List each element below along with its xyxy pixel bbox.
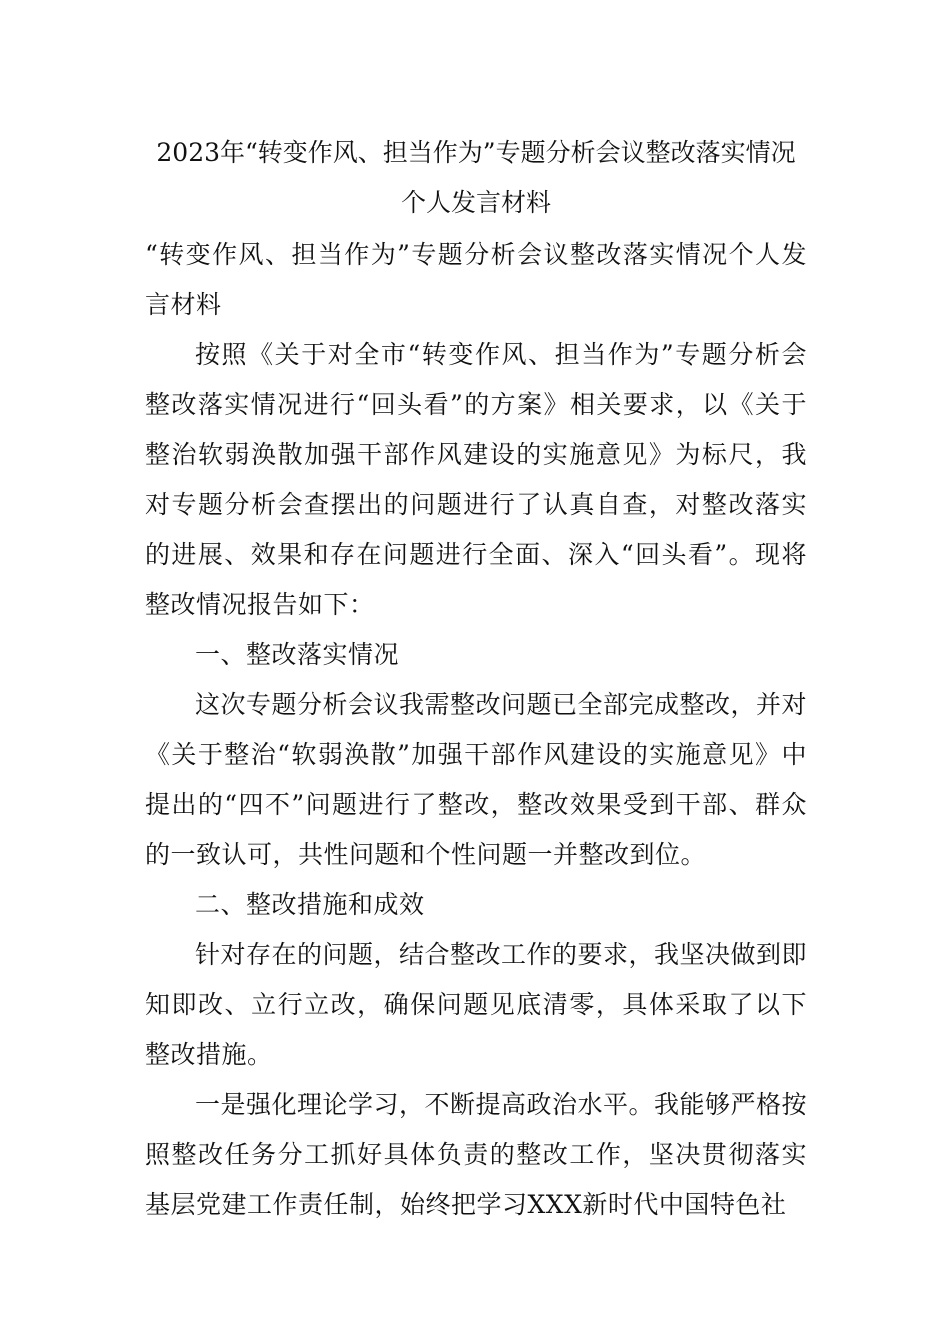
section-heading-1: 一、整改落实情况 — [195, 640, 400, 669]
paragraph-section-2: 针对存在的问题，结合整改工作的要求，我坚决做到即知即改、立行立改，确保问题见底清零，具体采取了以下整改措施。 — [145, 940, 808, 1069]
paragraph-measure-1: 一是强化理论学习，不断提高政治水平。我能够严格按照整改任务分工抓好具体负责的整改工作，坚决贯彻落实基层党建工作责任制，始终把学习XXX新时代中国特色社 — [145, 1090, 808, 1219]
paragraph-section-1: 这次专题分析会议我需整改问题已全部完成整改，并对《关于整治“软弱涣散”加强干部作风建设的实施意见》中提出的“四不”问题进行了整改，整改效果受到干部、群众的一致认可，共性问题和个性问题一并整改到位。 — [145, 690, 808, 869]
document-page — [145, 128, 807, 1230]
paragraph-intro: 按照《关于对全市“转变作风、担当作为”专题分析会整改落实情况进行“回头看”的方案》相关要求，以《关于整治软弱涣散加强干部作风建设的实施意见》为标尺，我对专题分析会查摆出的问题进行了认真自查，对整改落实的进展、效果和存在问题进行全面、深入“回头看”。现将整改情况报告如下： — [145, 340, 807, 619]
document-subtitle: “转变作风、担当作为”专题分析会议整改落实情况个人发言材料 — [145, 240, 807, 319]
section-heading-2: 二、整改措施和成效 — [195, 890, 425, 919]
document-title: 2023年“转变作风、担当作为”专题分析会议整改落实情况个人发言材料 — [156, 138, 796, 217]
